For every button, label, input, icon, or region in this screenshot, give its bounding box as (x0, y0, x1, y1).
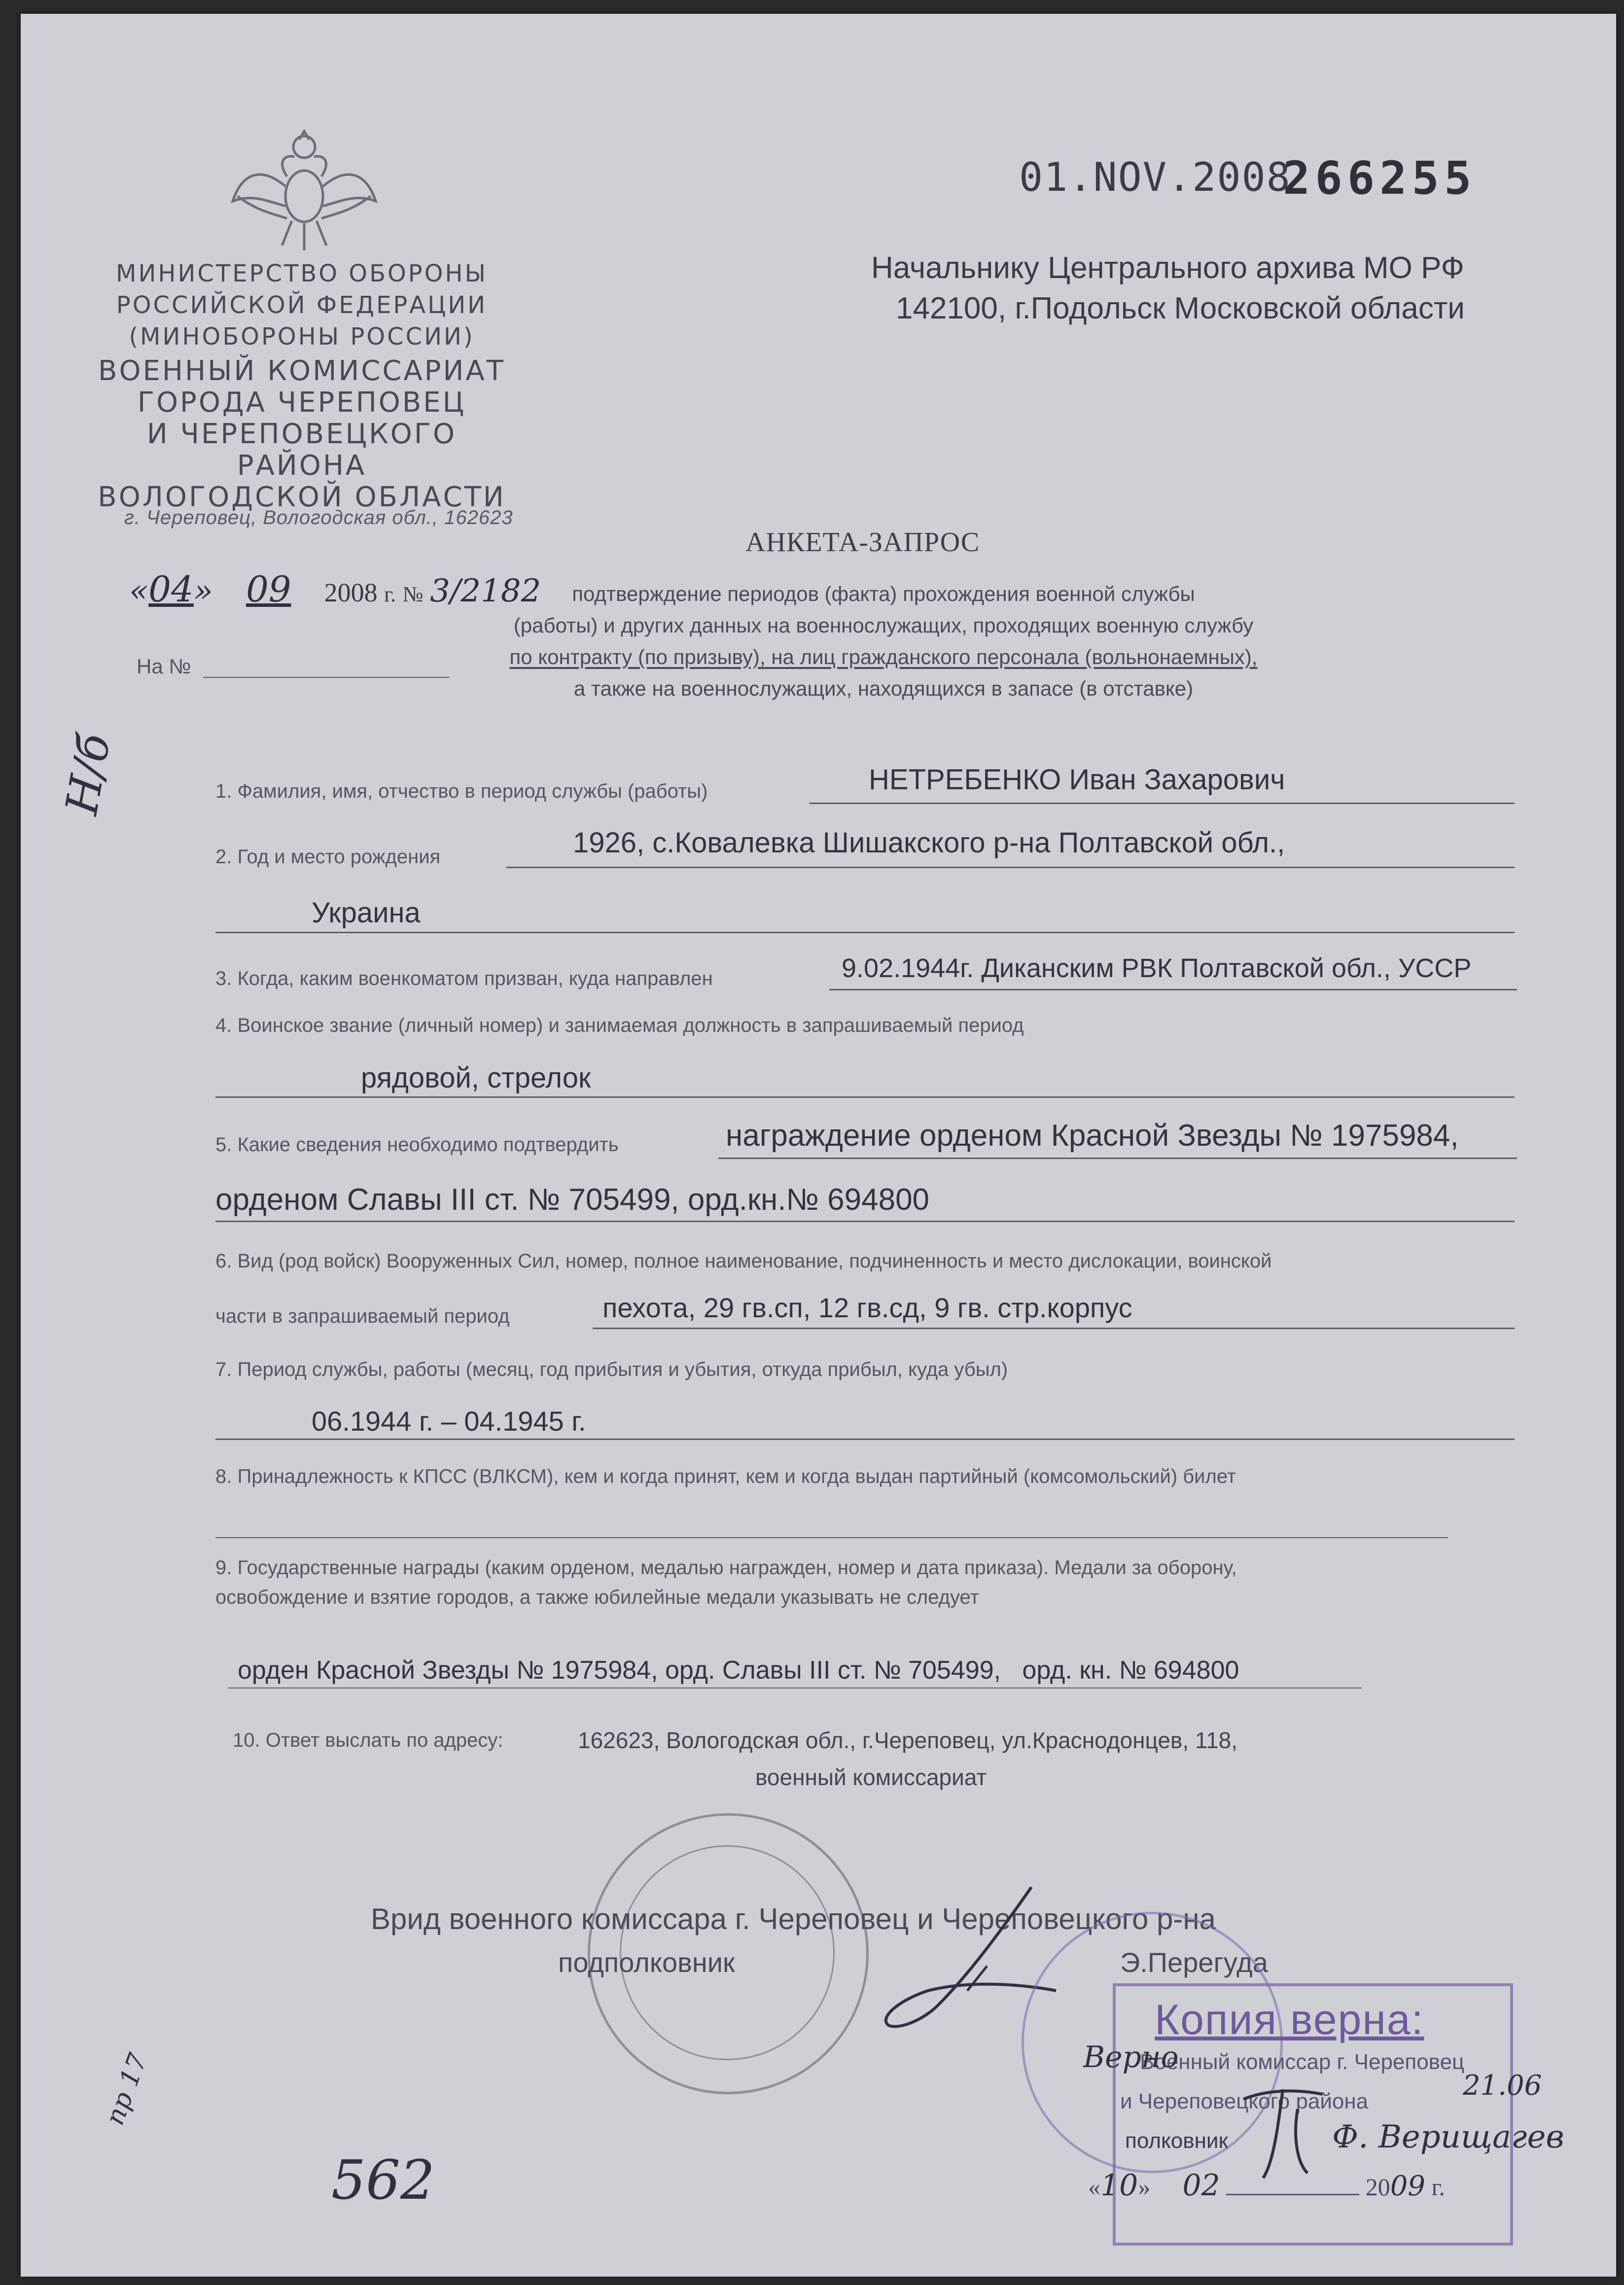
q8-line (215, 1537, 1448, 1538)
subject-line: (работы) и других данных на военнослужащих, проходящих военную службу (513, 614, 1254, 637)
q9-value: орден Красной Звезды № 1975984, орд. Славы III ст. № 705499, орд. кн. № 694800 (238, 1656, 1239, 1685)
q8-label: 8. Принадлежность к КПСС (ВЛКСМ), кем и когда принят, кем и когда выдан партийный (комсомольский) билет (215, 1466, 1236, 1487)
q5-label: 5. Какие сведения необходимо подтвердить (215, 1134, 619, 1156)
q9-line (228, 1687, 1362, 1688)
q2-label: 2. Год и место рождения (215, 846, 441, 868)
q6-label-2: части в запрашиваемый период (215, 1305, 510, 1327)
copy-stamp-month: 02 (1182, 2168, 1220, 2203)
q1-line (810, 803, 1515, 804)
outgoing-number-sign: № (402, 582, 424, 606)
subject-line: а также на военнослужащих, находящихся в запасе (в отставке) (573, 677, 1194, 700)
outgoing-day: 04 (148, 568, 194, 610)
q4-label: 4. Воинское звание (личный номер) и занимаемая должность в запрашиваемый период (215, 1015, 1024, 1036)
q4-value: рядовой, стрелок (361, 1062, 591, 1094)
q5-line (718, 1158, 1517, 1159)
subject-line: подтверждение периодов (факта) прохождения военной службы (572, 582, 1195, 605)
q2-line (506, 867, 1515, 868)
q6-label: 6. Вид (род войск) Вооруженных Сил, номер, полное наименование, подчиненность и место дислокации, воинской (215, 1250, 1272, 1272)
q2-line-2 (215, 932, 1515, 933)
q2-value-2: Украина (312, 897, 421, 929)
document-sheet (20, 14, 1616, 2277)
recipient-line-1: Начальнику Центрального архива МО РФ (871, 251, 1464, 285)
registration-number: 266255 (1283, 152, 1477, 205)
q3-value: 9.02.1944г. Диканским РВК Полтавской обл., УССР (842, 953, 1472, 983)
outgoing-number: 3/2182 (430, 573, 541, 609)
incoming-ref-label: На № (137, 655, 191, 678)
q10-label: 10. Ответ выслать по адресу: (233, 1729, 503, 1751)
copy-stamp-day: 10 (1100, 2168, 1138, 2203)
form-title: АНКЕТА-ЗАПРОС (745, 527, 980, 558)
q5-value-2: орденом Славы III ст. № 705499, орд.кн.№ 694800 (215, 1183, 930, 1217)
subject-block (440, 578, 1327, 704)
sender-block (90, 258, 514, 513)
subject-line: по контракту (по призыву), на лиц гражданского персонала (вольнонаемных), (509, 645, 1258, 668)
q6-value: пехота, 29 гв.сп, 12 гв.сд, 9 гв. стр.корпус (602, 1292, 1132, 1323)
copy-stamp-line-1: Военный комиссар г. Череповец (1140, 2050, 1465, 2074)
sender-line: ВОЛОГОДСКОЙ ОБЛАСТИ (98, 481, 506, 513)
q7-label: 7. Период службы, работы (месяц, год прибытия и убытия, откуда прибыл, куда убыл) (215, 1359, 1008, 1380)
sender-line: МИНИСТЕРСТВО ОБОРОНЫ (116, 260, 488, 287)
q7-line (215, 1439, 1515, 1440)
q1-label: 1. Фамилия, имя, отчество в период службы (работы) (215, 780, 708, 802)
q3-label: 3. Когда, каким военкоматом призван, куда направлен (215, 968, 713, 989)
signatory-rank: подполковник (558, 1947, 735, 1978)
outgoing-year: 2008 (324, 578, 378, 607)
copy-stamp-rank: полковник (1125, 2129, 1228, 2153)
copy-stamp-note-left: Верно (1083, 2040, 1179, 2074)
signatory-title: Врид военного комиссара г. Череповец и Череповецкого р-на (371, 1902, 1216, 1935)
copy-stamp-date: «10» 02 2009 г. (1088, 2168, 1445, 2203)
sender-address: г. Череповец, Вологодская обл., 162623 (124, 507, 513, 528)
q1-value: НЕТРЕБЕНКО Иван Захарович (869, 764, 1285, 796)
copy-stamp-line-2: и Череповецкого района (1120, 2089, 1369, 2113)
margin-note-bottom-small: пр 17 (100, 2049, 153, 2129)
q3-line (829, 989, 1517, 990)
outgoing-year-suffix: г. (384, 582, 396, 606)
recipient-line-2: 142100, г.Подольск Московской области (896, 291, 1465, 325)
copy-stamp-title: Копия верна: (1155, 1996, 1424, 2043)
copy-stamp-note-right: 21.06 (1463, 2070, 1542, 2102)
copy-stamp-year-hand: 09 (1390, 2170, 1425, 2202)
q10-value-2: военный комиссариат (755, 1764, 987, 1790)
incoming-ref-line (203, 677, 450, 678)
q10-value: 162623, Вологодская обл., г.Череповец, ул.Краснодонцев, 118, (578, 1727, 1238, 1753)
q4-line (215, 1096, 1515, 1098)
outgoing-date-row: «04» 09 2008 г. № 3/2182 (129, 568, 541, 610)
q9-label-2: освобождение и взятие городов, а также юбилейные медали указывать не следует (215, 1586, 979, 1608)
copy-stamp-name: Ф. Верищагев (1332, 2119, 1564, 2155)
registration-date: 01.NOV.2008 (1019, 154, 1291, 200)
signatory-name: Э.Перегуда (1120, 1947, 1268, 1978)
q2-value: 1926, с.Ковалевка Шишакского р-на Полтавской обл., (573, 827, 1285, 859)
q7-value: 06.1944 г. – 04.1945 г. (312, 1406, 586, 1437)
q5-value: награждение орденом Красной Звезды № 1975984, (726, 1119, 1459, 1153)
margin-note-left-top: Н/б (55, 730, 121, 819)
copy-stamp-year: 20 (1365, 2173, 1390, 2201)
outgoing-month: 09 (246, 568, 291, 610)
q6-line (593, 1328, 1515, 1329)
double-headed-eagle-emblem-icon (228, 127, 381, 255)
sender-line: ГОРОДА ЧЕРЕПОВЕЦ (137, 387, 466, 419)
sender-line: И ЧЕРЕПОВЕЦКОГО РАЙОНА (146, 418, 457, 482)
sender-line: РОССИЙСКОЙ ФЕДЕРАЦИИ (116, 291, 488, 319)
sender-line: ВОЕННЫЙ КОМИССАРИАТ (98, 355, 505, 387)
copy-stamp-signature-icon (1224, 2070, 1342, 2188)
sender-line: (МИНОБОРОНЫ РОССИИ) (129, 323, 475, 351)
copy-stamp-year-suffix: г. (1431, 2173, 1445, 2201)
margin-note-bottom-number: 562 (331, 2148, 435, 2212)
q5-line-2 (215, 1221, 1515, 1222)
q9-label: 9. Государственные награды (каким орденом, медалью награжден, номер и дата приказа). Медали за оборону, (215, 1557, 1237, 1579)
